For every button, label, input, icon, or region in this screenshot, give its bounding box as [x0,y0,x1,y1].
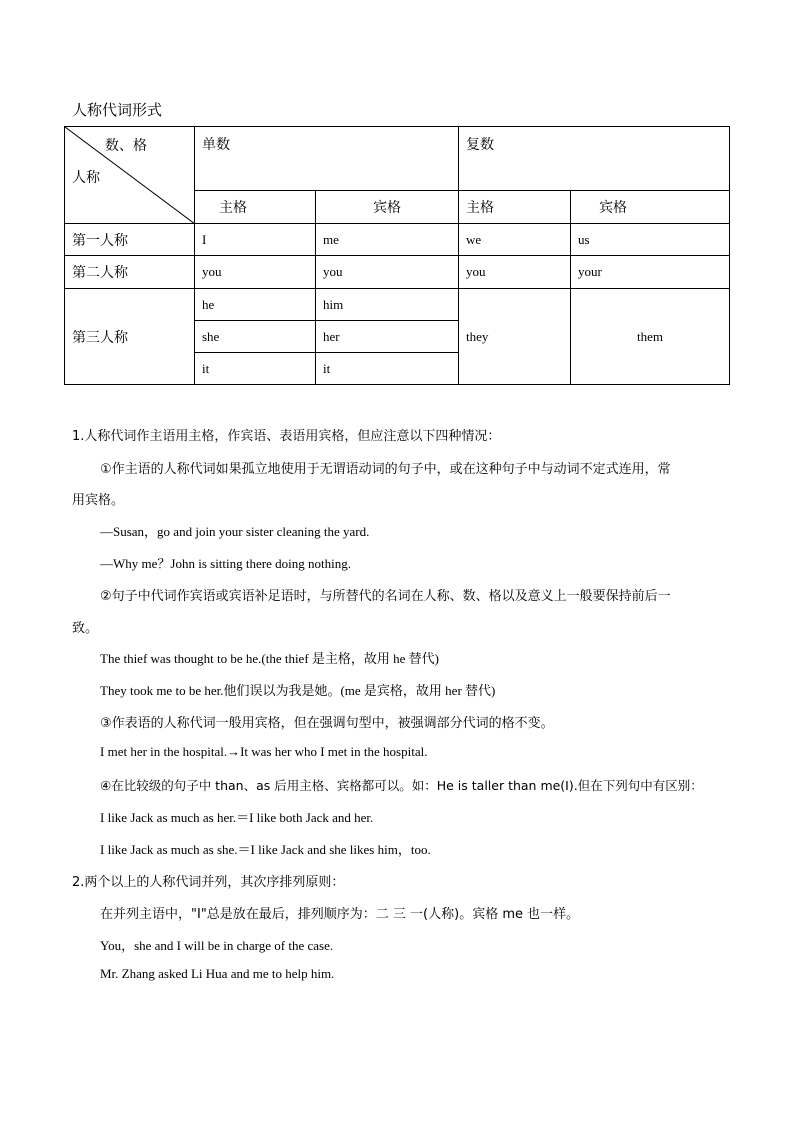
header-plural: 复数 [459,127,730,191]
paragraph-line: ④在比较级的句子中 than、as 后用主格、宾格都可以。如：He is taller than me(I).但在下列句中有区别： [100,778,703,793]
pronoun-table [64,126,730,385]
singular-objective-cell: you [316,256,459,289]
example-line: I met her in the hospital.→It was her who I met in the hospital. [100,744,428,759]
header-plural-nominative: 主格 [459,191,571,224]
header-plural-objective: 宾格 [571,191,730,224]
plural-objective-cell: them [571,289,730,385]
plural-nominative-cell: you [459,256,571,289]
table-corner-cell [65,127,195,224]
person-cell: 第二人称 [65,256,195,289]
table-row [65,224,730,256]
singular-objective-cell: it [316,353,459,385]
section-1-heading: 1.人称代词作主语用主格，作宾语、表语用宾格，但应注意以下四种情况： [72,429,501,444]
paragraph-line: 用宾格。 [72,493,125,508]
example-line: Mr. Zhang asked Li Hua and me to help him. [100,966,335,981]
plural-objective-cell: us [571,224,730,256]
paragraph-line: ①作主语的人称代词如果孤立地使用于无谓语动词的句子中，或在这种句子中与动词不定式连用，常 [100,462,671,477]
example-line: I like Jack as much as she.＝I like Jack and she likes him，too. [100,842,431,857]
header-singular-objective: 宾格 [316,191,459,224]
singular-objective-cell: me [316,224,459,256]
singular-nominative-cell: it [195,353,316,385]
paragraph-line: ③作表语的人称代词一般用宾格，但在强调句型中，被强调部分代词的格不变。 [100,716,554,731]
singular-nominative-cell: he [195,289,316,321]
example-line: The thief was thought to be he.(the thief 是主格，故用 he 替代) [100,651,440,666]
header-singular-nominative: 主格 [195,191,316,224]
plural-nominative-cell: we [459,224,571,256]
corner-top-label: 数、格 [105,138,147,154]
singular-objective-cell: him [316,289,459,321]
singular-nominative-cell: I [195,224,316,256]
section-2-heading: 2.两个以上的人称代词并列，其次序排列原则： [72,875,345,890]
singular-objective-cell: her [316,321,459,353]
example-line: —Susan，go and join your sister cleaning the yard. [100,524,370,539]
plural-nominative-cell: they [459,289,571,385]
table-row [65,256,730,289]
person-cell: 第一人称 [65,224,195,256]
example-line: —Why me？John is sitting there doing nothing. [100,556,351,571]
table-row [65,289,730,321]
paragraph-line: 致。 [72,621,99,636]
singular-nominative-cell: she [195,321,316,353]
person-cell: 第三人称 [65,289,195,385]
document-title: 人称代词形式 [72,101,163,119]
example-line: I like Jack as much as her.＝I like both Jack and her. [100,810,374,825]
corner-bottom-label: 人称 [72,170,100,186]
example-line: They took me to be her.他们误以为我是她。(me 是宾格，故用 her 替代) [100,683,496,698]
plural-objective-cell: your [571,256,730,289]
header-singular: 单数 [195,127,459,191]
paragraph-line: ②句子中代词作宾语或宾语补足语时，与所替代的名词在人称、数、格以及意义上一般要保持前后一 [100,589,671,604]
example-line: You，she and I will be in charge of the case. [100,938,334,953]
paragraph-line: 在并列主语中，"I"总是放在最后，排列顺序为：二 三 一(人称)。宾格 me 也一样。 [100,907,580,922]
singular-nominative-cell: you [195,256,316,289]
